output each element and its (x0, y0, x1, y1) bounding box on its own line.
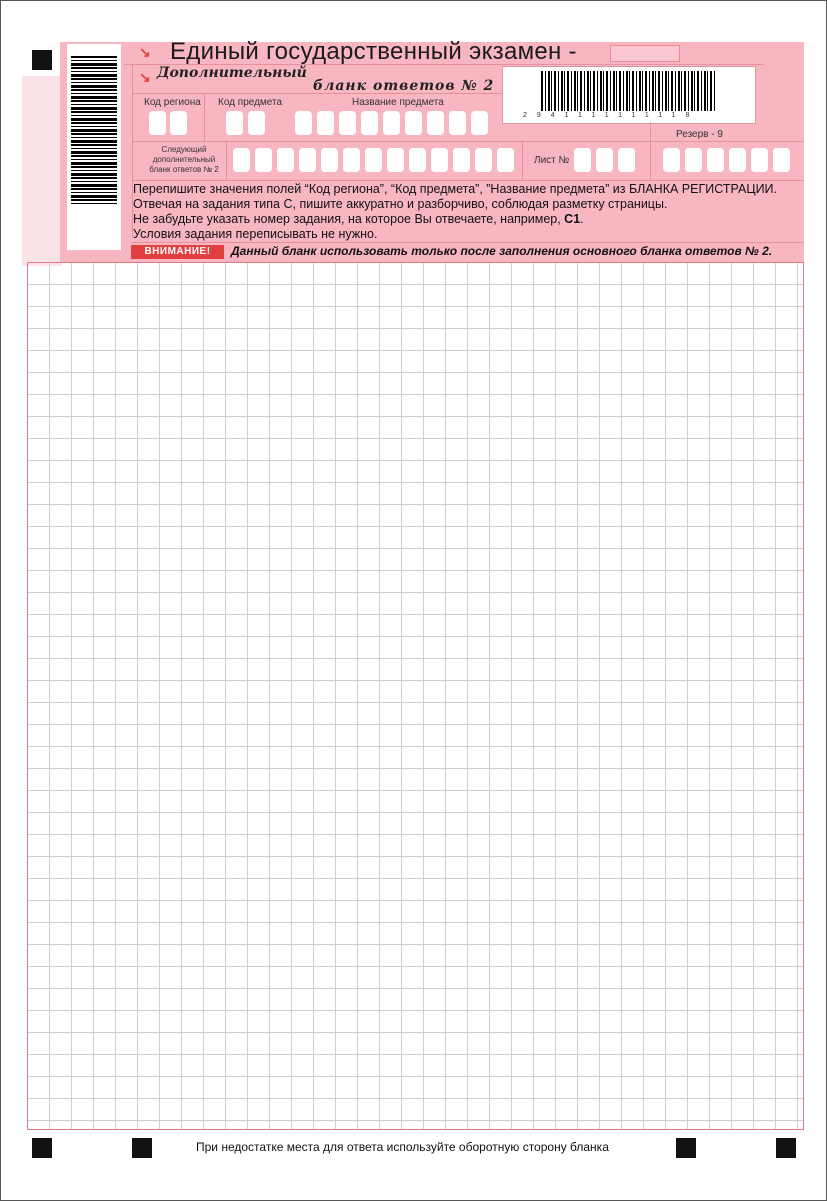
registration-mark-bottom-left-2 (132, 1138, 152, 1158)
instruction-example-task: С1 (564, 212, 581, 226)
region-code-cell-2[interactable] (170, 111, 187, 135)
sheet-number-cell-3[interactable] (618, 148, 635, 172)
vertical-barcode-bars (71, 56, 117, 206)
subject-name-cell-5[interactable] (383, 111, 400, 135)
subject-code-label: Код предмета (218, 97, 283, 108)
next-sheet-cell-11[interactable] (453, 148, 470, 172)
subject-code-cell-2[interactable] (248, 111, 265, 135)
reserve-cell-1[interactable] (663, 148, 680, 172)
reserve-divider (650, 122, 651, 180)
reserve-cell-2[interactable] (685, 148, 702, 172)
sheet-number-label: Лист № (534, 155, 570, 166)
instruction-line-3-end: . (580, 212, 584, 226)
registration-mark-top-left (32, 50, 52, 70)
registration-mark-bottom-right-1 (676, 1138, 696, 1158)
warning-divider (132, 242, 804, 243)
subject-name-cell-8[interactable] (449, 111, 466, 135)
next-sheet-cell-2[interactable] (255, 148, 272, 172)
subject-name-cell-7[interactable] (427, 111, 444, 135)
subtitle-line1: Дополнительный (157, 65, 307, 81)
next-sheet-cell-7[interactable] (365, 148, 382, 172)
subject-name-cell-2[interactable] (317, 111, 334, 135)
reserve-cell-5[interactable] (751, 148, 768, 172)
instruction-line-1: Перепишите значения полей “Код региона”, “Код предмета”, ”Название предмета” из БЛАНКА РЕГИСТРАЦИИ. (133, 182, 778, 196)
sheet-number-cell-2[interactable] (596, 148, 613, 172)
subject-name-label: Название предмета (352, 97, 444, 108)
warning-text: Данный бланк использовать только после заполнения основного бланка ответов № 2. (231, 244, 773, 258)
reserve-cell-4[interactable] (729, 148, 746, 172)
instruction-line-4: Условия задания переписывать не нужно. (133, 227, 378, 241)
subject-name-cell-9[interactable] (471, 111, 488, 135)
next-sheet-cell-13[interactable] (497, 148, 514, 172)
instruction-line-2: Отвечая на задания типа С, пишите аккуратно и разборчиво, соблюдая разметку страницы. (133, 197, 668, 211)
subject-name-cell-1[interactable] (295, 111, 312, 135)
subtitle-arrow-icon: ↘ (139, 69, 151, 85)
barcode-digits: 2941111111118 (523, 112, 700, 119)
next-sheet-cell-5[interactable] (321, 148, 338, 172)
horizontal-barcode (502, 66, 756, 124)
reserve-label: Резерв - 9 (676, 129, 723, 140)
next-sheet-label: Следующий дополнительный бланк ответов № 2 (149, 145, 219, 174)
title-arrow-icon: ↘ (139, 44, 151, 60)
subject-code-cell-1[interactable] (226, 111, 243, 135)
registration-mark-bottom-right-2 (776, 1138, 796, 1158)
reserve-cell-6[interactable] (773, 148, 790, 172)
next-sheet-cell-4[interactable] (299, 148, 316, 172)
region-code-cell-1[interactable] (149, 111, 166, 135)
main-title: Единый государственный экзамен - (170, 38, 577, 65)
header-side-band (22, 76, 62, 266)
next-sheet-cell-6[interactable] (343, 148, 360, 172)
footer-note: При недостатке места для ответа используйте оборотную сторону бланка (196, 1140, 609, 1154)
subtitle-line2: бланк ответов № 2 (313, 78, 495, 94)
next-sheet-cell-1[interactable] (233, 148, 250, 172)
reserve-cell-3[interactable] (707, 148, 724, 172)
next-sheet-cell-9[interactable] (409, 148, 426, 172)
warning-badge: ВНИМАНИЕ! (131, 245, 224, 259)
vertical-barcode (67, 44, 121, 250)
answer-grid[interactable] (27, 262, 804, 1130)
subject-title-field[interactable] (610, 45, 680, 62)
fields-bottom-border (132, 180, 804, 181)
sheet-number-divider (522, 142, 523, 180)
next-sheet-cell-8[interactable] (387, 148, 404, 172)
sheet-number-cell-1[interactable] (574, 148, 591, 172)
subject-name-cell-3[interactable] (339, 111, 356, 135)
region-code-label: Код региона (144, 97, 201, 108)
next-sheet-cell-3[interactable] (277, 148, 294, 172)
subject-name-cell-6[interactable] (405, 111, 422, 135)
horizontal-barcode-bars (541, 71, 717, 111)
fields-middle-border (132, 141, 804, 142)
region-divider (204, 94, 205, 142)
instructions-block (133, 182, 777, 242)
next-sheet-divider (226, 142, 227, 180)
next-sheet-cell-12[interactable] (475, 148, 492, 172)
next-sheet-cell-10[interactable] (431, 148, 448, 172)
registration-mark-bottom-left-1 (32, 1138, 52, 1158)
subject-name-cell-4[interactable] (361, 111, 378, 135)
instruction-line-3 (133, 212, 777, 227)
instruction-line-3-text: Не забудьте указать номер задания, на которое Вы отвечаете, например, (133, 212, 565, 226)
fields-top-border (132, 93, 502, 94)
